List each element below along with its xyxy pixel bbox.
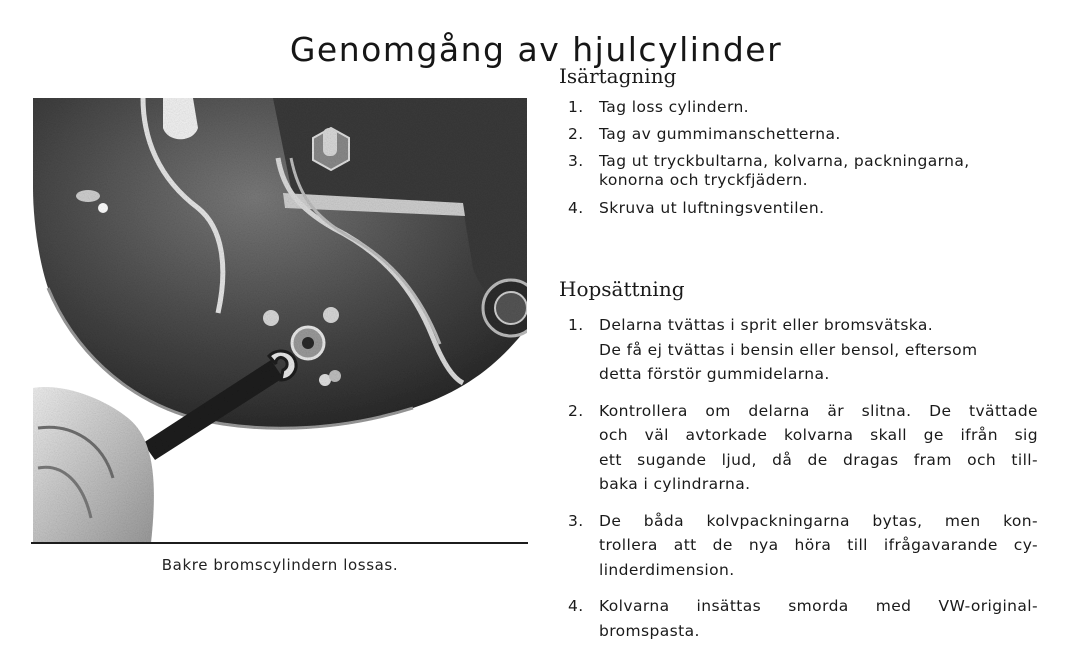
step-number: 4. — [568, 597, 584, 615]
step-text-line: baka i cylindrarna. — [599, 475, 751, 493]
assembly-heading: Hopsättning — [559, 277, 685, 301]
step-number: 1. — [568, 316, 584, 334]
brake-cylinder-photo — [33, 98, 527, 543]
step-text-line: bromspasta. — [599, 621, 700, 640]
disassembly-heading: Isärtagning — [559, 64, 677, 88]
step-number: 3. — [568, 511, 584, 530]
step-text-line: och väl avtorkade kolvarna skall ge ifrån sig — [599, 426, 1038, 444]
step-text-line: De få ej tvättas i bensin eller bensol, eftersom — [599, 340, 978, 359]
photo-illustration — [33, 98, 527, 543]
step-text-line: De båda kolvpackningarna bytas, men kon- — [599, 511, 1038, 530]
figure-caption: Bakre bromscylindern lossas. — [161, 556, 399, 574]
step-text: Skruva ut luftningsventilen. — [599, 199, 825, 217]
step-number: 2. — [568, 124, 584, 143]
step-text-line: Delarna tvättas i sprit eller bromsvätska. — [599, 316, 934, 334]
step-text-line: detta förstör gummidelarna. — [599, 365, 830, 383]
assembly-step-2 — [568, 399, 1038, 497]
disassembly-steps — [568, 95, 1038, 221]
assembly-step-3 — [568, 509, 1038, 583]
step-text-line: Tag ut tryckbultarna, kolvarna, packningarna, — [599, 152, 970, 170]
assembly-step-1 — [568, 313, 1038, 387]
assembly-step-4 — [568, 594, 1038, 643]
disassembly-step-1 — [568, 95, 1038, 120]
assembly-steps — [568, 313, 1038, 643]
step-text-line: ett sugande ljud, då de dragas fram och till- — [599, 450, 1038, 469]
page-title: Genomgång av hjulcylinder — [289, 30, 783, 70]
step-text-line: linderdimension. — [599, 560, 735, 579]
disassembly-step-2 — [568, 122, 1038, 147]
step-text-line: trollera att de nya höra till ifrågavarande cy- — [599, 536, 1038, 554]
step-number: 3. — [568, 152, 584, 170]
step-text-line: Kolvarna insättas smorda med VW-original- — [599, 597, 1038, 615]
step-number: 1. — [568, 98, 584, 116]
step-text-line: Kontrollera om delarna är slitna. De tvättade — [599, 401, 1038, 420]
step-text: Tag loss cylindern. — [599, 98, 749, 116]
disassembly-step-3 — [568, 152, 1038, 190]
step-number: 2. — [568, 401, 584, 420]
step-text: Tag av gummimanschetterna. — [599, 124, 841, 143]
step-text-line: konorna och tryckfjädern. — [599, 171, 808, 189]
figure-bottom-rule — [31, 542, 528, 544]
disassembly-step-4 — [568, 196, 1038, 221]
step-number: 4. — [568, 199, 584, 217]
